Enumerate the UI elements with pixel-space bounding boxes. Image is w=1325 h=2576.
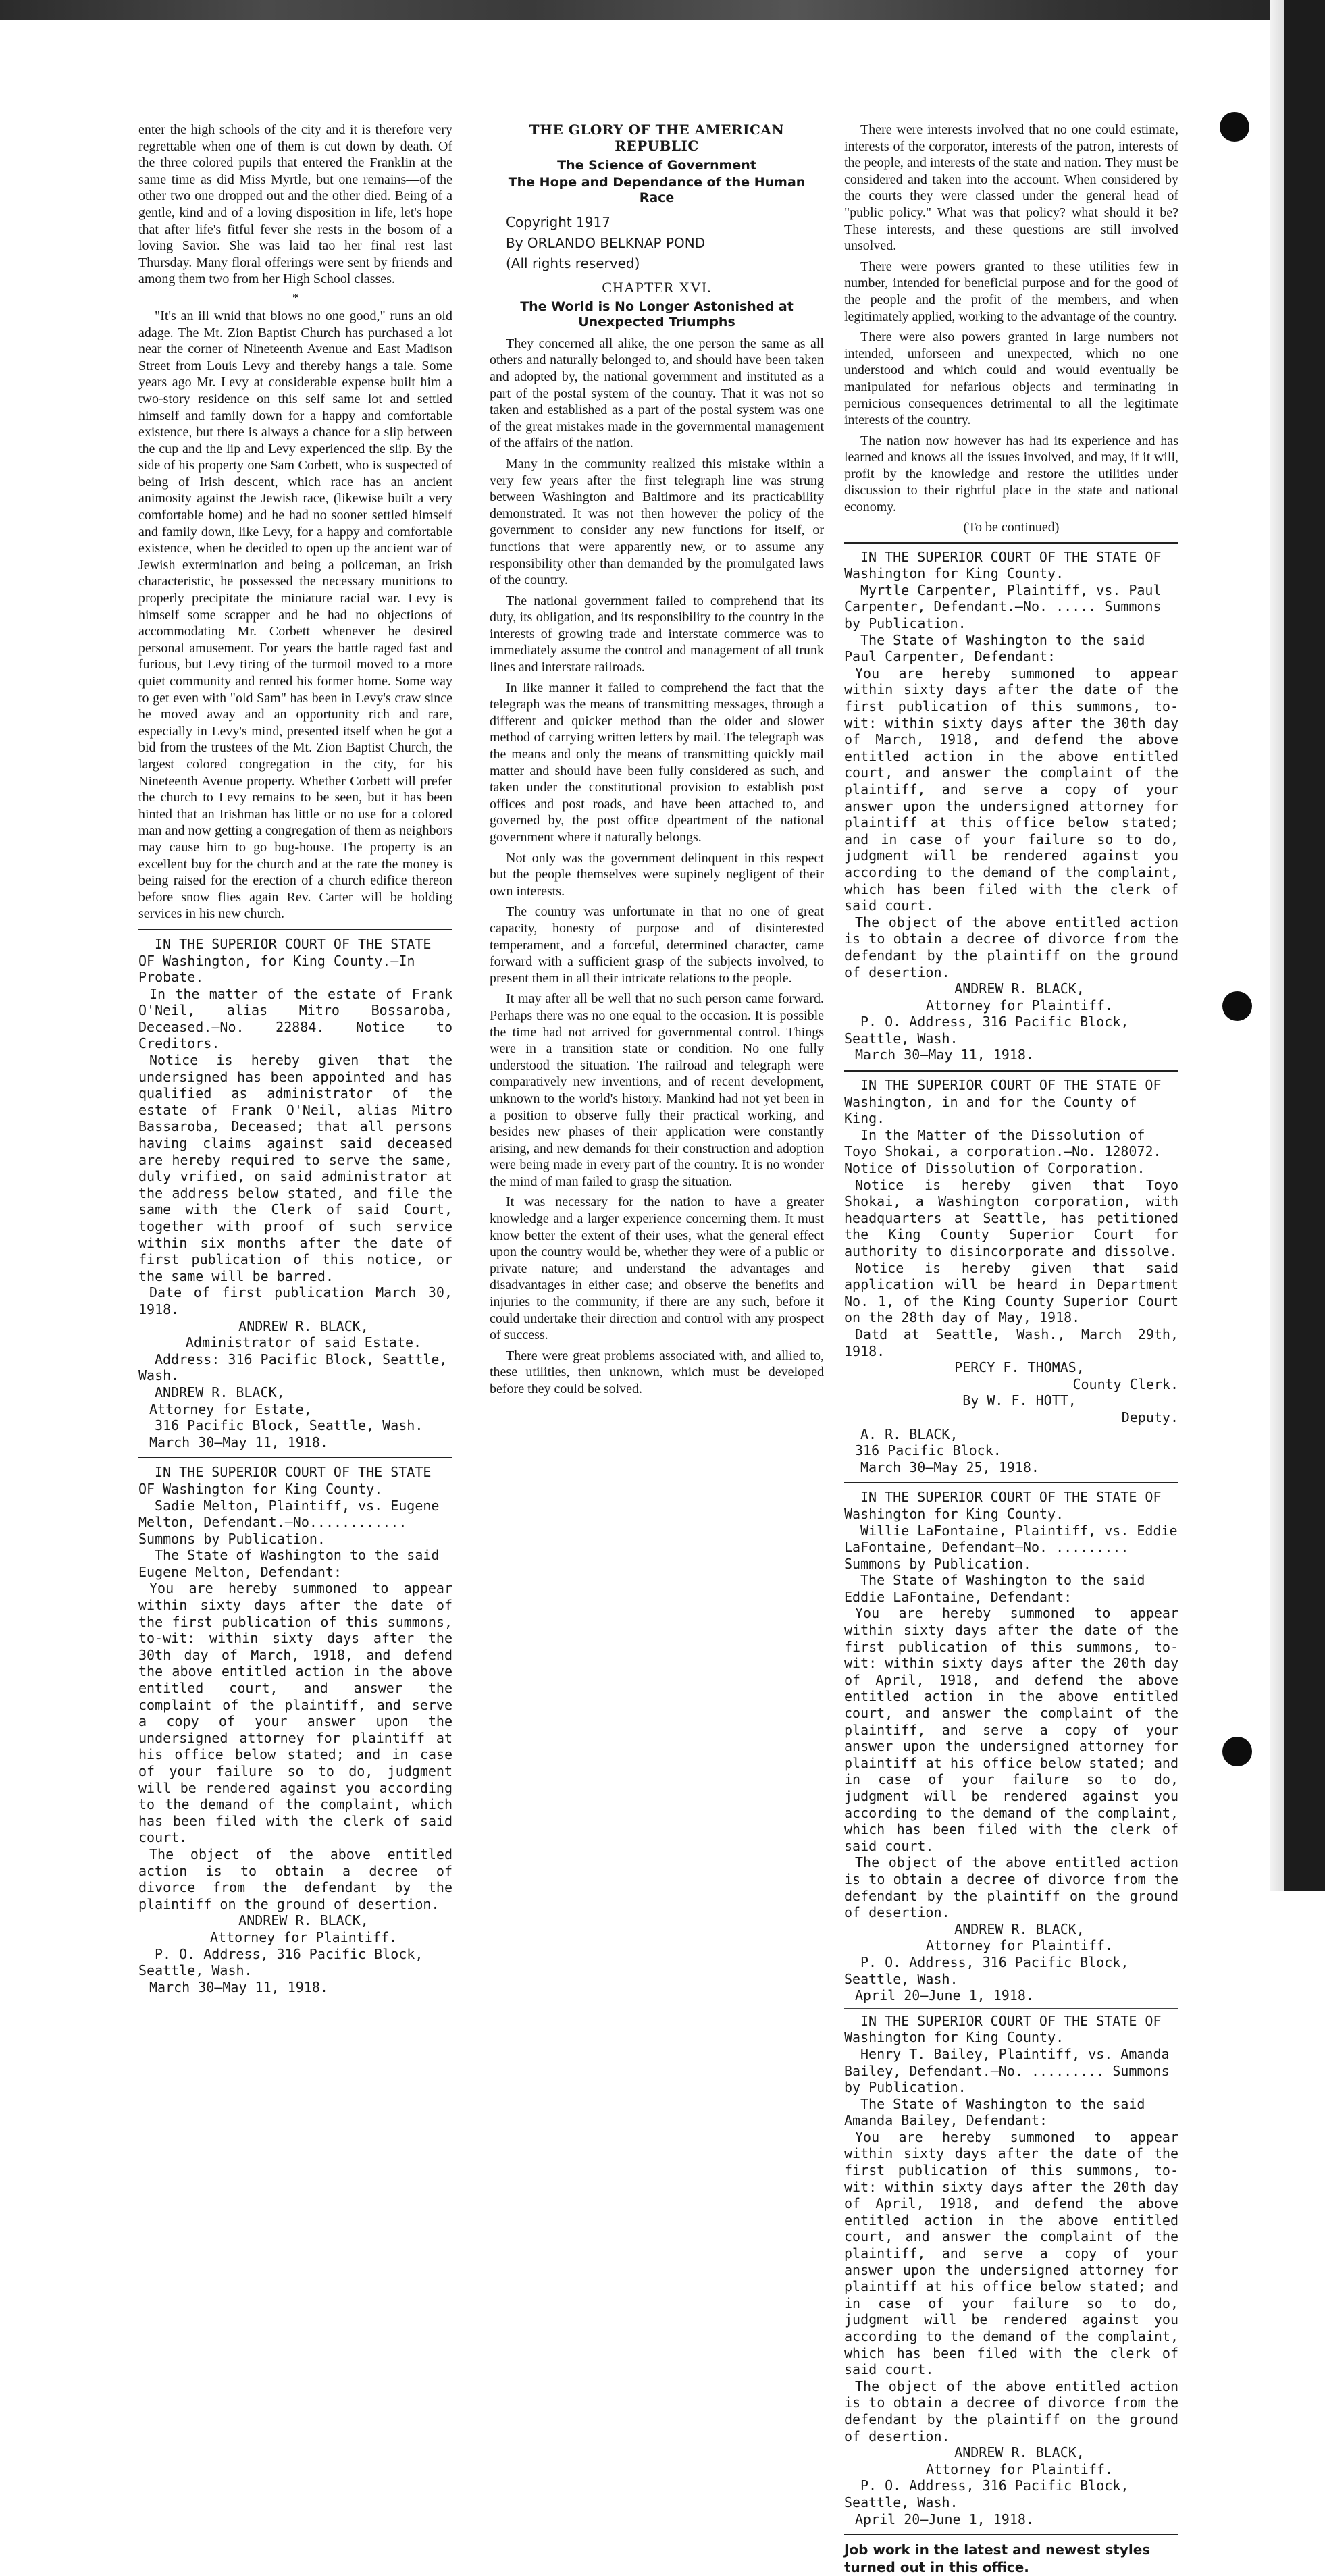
serial-paragraph: The national government failed to comprehend that its duty, its obligation, and its responsibility to the country in the interests of growing trade and interstate commerce was to immediately assume the control and management of all trunk lines and interstate railroads. xyxy=(490,593,824,675)
notice-header: IN THE SUPERIOR COURT OF THE STATE OF Washington, for King County.—In Probate. xyxy=(138,935,432,986)
notice-run-dates: March 30—May 11, 1918. xyxy=(855,1047,1034,1063)
notice-signer-title: Attorney for Plaintiff. xyxy=(210,1928,397,1945)
notice-body: Notice is hereby given that Toyo Shokai, a Washington corporation, with headquarters at Seattle, has petitioned the King County Superior Court for authority to disincorporate and dissolve. xyxy=(844,1176,1178,1259)
notice-addressed: The State of Washington to the said Paul Carpenter, Defendant: xyxy=(844,631,1145,665)
probate-notice xyxy=(138,936,452,1450)
notice-body: You are hereby summoned to appear within sixty days after the date of the first publication of this summons, to-wit: within sixty days after the 20th day of April, 1918, and defend the above entitled action in the above entitled court, and answer the complaint of the plaintiff, and serve a copy of your answer upon the undersigned attorney for plaintiff at his office below stated; and in case of your failure so to do, judgment will be rendered against you according to the demand of the complaint, which has been filed with the clerk of said court. xyxy=(844,2128,1178,2378)
summons-notice-carpenter xyxy=(844,549,1178,1063)
notice-addressed: The State of Washington to the said Amanda Bailey, Defendant: xyxy=(844,2095,1145,2129)
notice-attorney-address: 316 Pacific Block. xyxy=(855,1442,1002,1459)
notice-object: The object of the above entitled action is to obtain a decree of divorce from the defendant by the plaintiff on the ground of desertion. xyxy=(844,914,1178,980)
punch-hole-bottom xyxy=(1222,1737,1252,1766)
obituary-paragraph: enter the high schools of the city and it is therefore very regrettable when one of them is cut down by death. Of the three colored pupils that entered the Franklin at the same time as did Miss Myrtle, but one remains—of the other two one dropped out and the other died. Being of a gentle, kind and of a loving disposition in life, let's hope that after life's fitful fever she rests in the bosom of a loving Savior. She was laid tao her final rest last Thursday. Many floral offerings were sent by friends and among them two from her High School classes. xyxy=(138,122,452,287)
notice-address: Address: 316 Pacific Block, Seattle, Wash. xyxy=(138,1350,448,1384)
column-1 xyxy=(138,122,452,1995)
notice-header: IN THE SUPERIOR COURT OF THE STATE OF Washington for King County. xyxy=(138,1464,432,1497)
serial-paragraph: There were powers granted to these utilities few in number, intended for beneficial purpose and for the good of the people and the profit of the members, and when legitimately applied, working to the advantage of the country. xyxy=(844,259,1178,324)
notice-body: You are hereby summoned to appear within sixty days after the date of the first publication of this summons, to-wit: within sixty days after the 30th day of March, 1918, and defend the above entitled action in the above entitled court, and answer the complaint of the plaintiff, and serve a copy of your answer upon the undersigned attorney for plaintiff at this office below stated; and in case of your failure so to do, judgment will be rendered against you according to the demand of the complaint, which has been filed with the clerk of said court. xyxy=(844,664,1178,914)
notice-body: You are hereby summoned to appear within sixty days after the date of the first publication of this summons, to-wit: within sixty days after the 30th day of March, 1918, and defend the above entitled action in the above entitled court, and answer the complaint of the plaintiff, and serve a copy of your answer upon the undersigned attorney for plaintiff at his office below stated; and in case of your failure so to do, judgment will be rendered against you according to the demand of the complaint, which has been filed with the clerk of said court. xyxy=(138,1580,452,1846)
serial-paragraph: Not only was the government delinquent in this respect but the people themselves were supinely negligent of their own interests. xyxy=(490,850,824,899)
notice-signer-title: Attorney for Plaintiff. xyxy=(926,2461,1113,2477)
newspaper-page xyxy=(138,122,1178,2576)
notice-run-dates: April 20—June 1, 1918. xyxy=(855,1987,1034,2004)
serial-paragraph: Many in the community realized this mistake within a very few years after the first telegraph line was strung between Washington and Baltimore and its practicability demonstrated. It was not then however the policy of the government to consider any new functions for itself, or functions that were apparently new, or to assume any responsibility other than demanded by the promulgated laws of the country. xyxy=(490,456,824,588)
job-work-advertisement: Job work in the latest and newest styles turned out in this office. xyxy=(844,2542,1151,2576)
to-be-continued: (To be continued) xyxy=(963,519,1060,535)
notice-signer: ANDREW R. BLACK, xyxy=(238,1317,369,1334)
serial-paragraph: There were interests involved that no one could estimate, interests of the corporator, interests of the patron, interests of the people, and interests of the state and nation. They must be considered and taken into the account. When considered by the courts they were classed under the general head of "public policy." What was that policy? what should it be? These interests, and these questions are still involved unsolved. xyxy=(844,122,1178,254)
scan-edge-right xyxy=(1284,0,1325,1891)
scan-edge-page-shadow xyxy=(1270,0,1284,1891)
column-2 xyxy=(490,122,824,1769)
notice-deputy-title: Deputy. xyxy=(1121,1409,1178,1425)
notice-body: Notice is hereby given that the undersigned has been appointed and has qualified as administrator of the estate of Frank O'Neil, alias Mitro Bassaroba, Deceased; that all persons having claims against said deceased are hereby required to serve the same, duly vrified, on said administrator at the address below stated, and file the same with the Clerk of said Court, together with proof of such service within six months after the date of first publication of this notice, or the same will be barred. xyxy=(138,1052,452,1284)
notice-caption: Henry T. Bailey, Plaintiff, vs. Amanda Bailey, Defendant.—No. ......... Summons by Publication. xyxy=(844,2045,1170,2096)
notice-attorney: ANDREW R. BLACK, xyxy=(155,1384,285,1400)
notice-dated: Datd at Seattle, Wash., March 29th, 1918. xyxy=(844,1325,1178,1359)
column-rule xyxy=(844,2008,1178,2009)
notice-signer-title: Attorney for Plaintiff. xyxy=(926,997,1113,1014)
serial-title: THE GLORY OF THE AMERICAN REPUBLIC xyxy=(529,122,785,154)
notice-object: The object of the above entitled action is to obtain a decree of divorce from the defendant by the plaintiff on the ground of desertion. xyxy=(844,2377,1178,2444)
punch-hole-top xyxy=(1220,112,1249,142)
notice-signer-title: Attorney for Plaintiff. xyxy=(926,1937,1113,1954)
serial-paragraph: It may after all be well that no such person came forward. Perhaps there was no one equal to the occasion. It is possible the time had not arrived for governmental control. Things were in a transition state or condition. No one fully understood the situation. The railroad and telegraph were comparatively new inventions, and of recent development, unknown to the world's history. Mankind had not yet been in a position to observe fully their practical working, and besides new phases of their application were constantly arising, and new demands for their construction and adoption were being made in every part of the country. It is no wonder the mind of man failed to grasp the situation. xyxy=(490,991,824,1189)
notice-caption: Willie LaFontaine, Plaintiff, vs. Eddie LaFontaine, Defendant—No. ......... Summons by Publication. xyxy=(844,1522,1178,1572)
notice-signer: ANDREW R. BLACK, xyxy=(954,980,1085,997)
byline: By ORLANDO BELKNAP POND xyxy=(506,234,706,251)
notice-header: IN THE SUPERIOR COURT OF THE STATE OF Washington, in and for the County of King. xyxy=(844,1077,1162,1127)
rights-line: (All rights reserved) xyxy=(506,255,640,272)
serial-paragraph: There were great problems associated with, and allied to, these utilities, then unknown, which must be developed before they could be solved. xyxy=(490,1348,824,1396)
column-rule xyxy=(138,929,452,930)
summons-notice-bailey xyxy=(844,2013,1178,2527)
notice-body: Notice is hereby given that said application will be heard in Department No. 1, of the King County Superior Court on the 28th day of May, 1918. xyxy=(844,1259,1178,1326)
notice-header: IN THE SUPERIOR COURT OF THE STATE OF Washington for King County. xyxy=(844,1489,1162,1522)
notice-addressed: The State of Washington to the said Eddie LaFontaine, Defendant: xyxy=(844,1572,1145,1605)
notice-address: P. O. Address, 316 Pacific Block, Seattle, Wash. xyxy=(844,1014,1129,1047)
serial-paragraph: They concerned all alike, the one person the same as all others and naturally belonged to, and should have been taken and adopted by, the national government and instituted as a part of the postal system of the country. That it was not so taken and established as a part of the postal system was one of the great mistakes made in the governmental management of the affairs of the nation. xyxy=(490,336,824,451)
serial-paragraph: There were also powers granted in large numbers not intended, unforseen and unexpected, which no one understood and which could and would eventually be manipulated for nefarious objects and terminating in pernicious consequences detrimental to all the legitimate interests of the country. xyxy=(844,330,1178,428)
serial-paragraph: In like manner it failed to comprehend the fact that the telegraph was the means of transmitting messages, through a different and quicker method than the older and slower method of carrying written letters by mail. The telegraph was the means and only the means of transmitting quickly mail matter and should have been fully considered as such, and taken under the constitutional provision to establish post offices and post roads, and have been attached to, and governed by, the post office dpeartment of the national government where it naturally belongs. xyxy=(490,680,824,845)
notice-address: P. O. Address, 316 Pacific Block, Seattle, Wash. xyxy=(138,1945,423,1979)
punch-hole-middle xyxy=(1222,991,1252,1021)
column-rule xyxy=(844,1482,1178,1483)
notice-body: You are hereby summoned to appear within sixty days after the date of the first publication of this summons, to-wit: within sixty days after the 20th day of April, 1918, and defend the above entitled action in the above entitled court, and answer the complaint of the plaintiff, and serve a copy of your answer upon the undersigned attorney for plaintiff at his office below stated; and in case of your failure so to do, judgment will be rendered against you according to the demand of the complaint, which has been filed with the clerk of said court. xyxy=(844,1605,1178,1854)
summons-notice-melton xyxy=(138,1464,452,1995)
notice-address: P. O. Address, 316 Pacific Block, Seattle, Wash. xyxy=(844,1953,1129,1987)
notice-attorney: A. R. BLACK, xyxy=(860,1425,958,1442)
notice-header: IN THE SUPERIOR COURT OF THE STATE OF Washington for King County. xyxy=(844,548,1162,582)
notice-attorney-title: Attorney for Estate, xyxy=(149,1400,312,1417)
notice-attorney-address: 316 Pacific Block, Seattle, Wash. xyxy=(155,1417,423,1434)
chapter-number: CHAPTER XVI. xyxy=(602,278,712,296)
serial-subtitle-1: The Science of Government xyxy=(557,158,756,173)
church-lot-article: "It's an ill wnid that blows no one good," runs an old adage. The Mt. Zion Baptist Church has purchased a lot near the corner of Nineteenth Avenue and East Madison Street from Louis Levy and thereby hangs a tale. Some years ago Mr. Levy at considerable expense built him a two-story residence on this self same lot and settled himself and family down for a happy and comfortable existence, but there is always a chance for a slip between the cup and the lip and Levy experienced the slip. By the side of his property one Sam Corbett, who is suspected of being of Irish descent, which race has an ancient animosity against the Jewish race, (likewise built a very comfortable home) and he had no sooner settled himself and family down, like Levy, for a happy and comfortable existence, when he decided to open up the ancient war of Jewish extermination and being a policeman, an Irish characteristic, he possessed the necessary munitions to properly precipitate the miniature racial war. Levy is himself some scrapper and he had no objections of accommodating Mr. Corbett whenever he desired personal amusement. For years the battle raged fast and furious, but Levy tiring of the turmoil moved to a more quiet community and rented his former home. Some way to get even with "old Sam" has been in Levy's craw since he moved away and an opportunity rich and rare, especially in Levy's mind, presented itself when he got a bid from the trustees of the Mt. Zion Baptist Church, the largest colored congregation in the city, for his Nineteenth Avenue property. Whether Corbett will prefer the church to Levy remains to be seen, but it has been hinted that an Irishman has little or no use for a colored man and now getting a congregation of them as neighbors may cause him to go bug-house. The property is an excellent buy for the church and at the rate the money is being raised for the erection of a church edifice thereon before snow flies again Rev. Carter will be holding services in his new church. xyxy=(138,308,452,922)
summons-notice-lafontaine xyxy=(844,1489,1178,2003)
notice-run-dates: April 20—June 1, 1918. xyxy=(855,2511,1034,2527)
notice-address: P. O. Address, 316 Pacific Block, Seattle, Wash. xyxy=(844,2477,1129,2511)
notice-caption: In the Matter of the Dissolution of Toyo Shokai, a corporation.—No. 128072. Notice of Dissolution of Corporation. xyxy=(844,1126,1162,1177)
column-3 xyxy=(844,122,1178,2576)
scan-edge-top xyxy=(0,0,1325,20)
column-rule xyxy=(844,542,1178,544)
notice-addressed: The State of Washington to the said Eugene Melton, Defendant: xyxy=(138,1547,440,1580)
notice-signer: ANDREW R. BLACK, xyxy=(954,1920,1085,1937)
notice-signer: ANDREW R. BLACK, xyxy=(238,1912,369,1929)
notice-object: The object of the above entitled action is to obtain a decree of divorce from the defendant by the plaintiff on the ground of desertion. xyxy=(138,1845,452,1912)
dissolution-notice-toyo-shokai xyxy=(844,1077,1178,1475)
notice-signer-title: County Clerk. xyxy=(1072,1375,1178,1392)
notice-caption: Sadie Melton, Plaintiff, vs. Eugene Melton, Defendant.—No............ Summons by Publication. xyxy=(138,1497,440,1547)
notice-signer-title: Administrator of said Estate. xyxy=(185,1334,422,1351)
column-rule xyxy=(844,2534,1178,2535)
copyright-line: Copyright 1917 xyxy=(506,214,610,230)
notice-signer: ANDREW R. BLACK, xyxy=(954,2444,1085,2461)
serial-subtitle-2: The Hope and Dependance of the Human Race xyxy=(508,175,806,205)
serial-paragraph: It was necessary for the nation to have a greater knowledge and a larger experience concerning them. It must know better the extent of their uses, what the general effect upon the country would be, whether they were of a public or private nature; and understand the advantages and disadvantages in either case; and observe the benefits and injuries to the community, if there are any such, before it could undertake their direction and control with any prospect of success. xyxy=(490,1194,824,1343)
serial-paragraph: The country was unfortunate in that no one of great capacity, honesty of purpose and of disinterested temperament, and a forceful, determined character, came forward with a sufficient grasp of the subjects involved, to present them in all their intricate relations to the people. xyxy=(490,904,824,986)
notice-run-dates: March 30—May 25, 1918. xyxy=(860,1458,1039,1475)
notice-caption: In the matter of the estate of Frank O'Neil, alias Mitro Bossaroba, Deceased.—No. 22884. Notice to Creditors. xyxy=(138,985,452,1052)
separator-star: * xyxy=(292,290,298,305)
notice-run-dates: March 30—May 11, 1918. xyxy=(149,1978,328,1995)
notice-run-dates: March 30—May 11, 1918. xyxy=(149,1434,328,1450)
column-rule xyxy=(138,1457,452,1458)
chapter-title: The World is No Longer Astonished at Unexpected Triumphs xyxy=(520,298,794,330)
notice-header: IN THE SUPERIOR COURT OF THE STATE OF Washington for King County. xyxy=(844,2012,1162,2046)
serial-paragraph: The nation now however has had its experience and has learned and knows all the issues involved, and may, if it will, profit by the knowledge and restore the utilities under discussion to their rightful place in the state and national economy. xyxy=(844,433,1178,515)
notice-deputy: By W. F. HOTT, xyxy=(962,1392,1076,1409)
notice-caption: Myrtle Carpenter, Plaintiff, vs. Paul Carpenter, Defendant.—No. ..... Summons by Publication. xyxy=(844,581,1162,632)
column-rule xyxy=(844,1070,1178,1072)
notice-object: The object of the above entitled action is to obtain a decree of divorce from the defendant by the plaintiff on the ground of desertion. xyxy=(844,1854,1178,1921)
notice-signer: PERCY F. THOMAS, xyxy=(954,1359,1085,1376)
notice-date: Date of first publication March 30, 1918. xyxy=(138,1284,452,1317)
